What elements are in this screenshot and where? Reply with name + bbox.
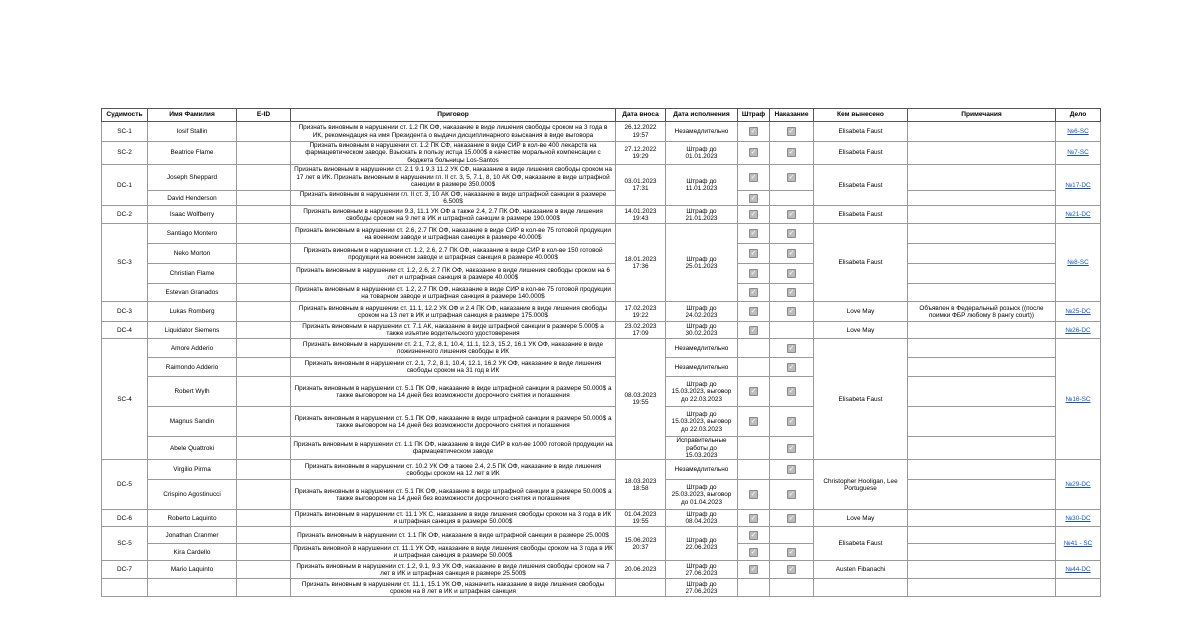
- case-cell: [1056, 302, 1101, 322]
- table-row: [102, 264, 1101, 284]
- punishment-checkbox[interactable]: ✓: [788, 362, 795, 371]
- case-link[interactable]: №25-DC: [1065, 308, 1091, 316]
- entry-date: 18.03.2023 18:58: [616, 460, 666, 510]
- table-row: [102, 358, 1101, 377]
- issued-by: Elisabeta Faust: [814, 224, 908, 302]
- fine-checkbox[interactable]: ✓: [750, 565, 757, 574]
- punishment-cell: [770, 224, 814, 244]
- issued-by: Austen Fibanachi: [814, 561, 908, 579]
- notes-cell: [908, 510, 1056, 527]
- record-id: DC-5: [102, 460, 148, 510]
- fine-cell: [738, 244, 770, 264]
- person-name: Joseph Sheppard: [148, 164, 237, 190]
- record-id: DC-3: [102, 302, 148, 322]
- punishment-cell: [770, 142, 814, 165]
- verdict-text: Признать виновным в нарушении ст. 10.2 УК ОФ а также 2.4, 2.5 ПК ОФ, наказание в виде лишения свободы сроком на 12 лет в ИК: [291, 460, 616, 480]
- entry-date: 01.04.2023 19:55: [616, 510, 666, 527]
- verdict-text: Признать виновным в нарушении ст. 1.2 ПК СФ, наказание в виде СИР в кол-ве 400 лекарств на фармацевтическом заводе. Взыскать в пользу истца 15.000$ в качестве моральной компенсации с бюджета больницы Los-Santos: [291, 142, 616, 165]
- record-id: DC-4: [102, 322, 148, 339]
- entry-date: 17.02.2023 19:22: [616, 302, 666, 322]
- col-header-name: Имя Фамилия: [148, 109, 237, 122]
- entry-date: 03.01.2023 17:31: [616, 164, 666, 206]
- eid-cell: [237, 284, 291, 302]
- table-row: [102, 544, 1101, 561]
- case-link[interactable]: №17-DC: [1065, 181, 1091, 189]
- fine-cell: [738, 122, 770, 142]
- fine-checkbox[interactable]: ✓: [750, 325, 757, 334]
- execution-date: Штраф до 08.04.2023: [666, 510, 738, 527]
- entry-date: 20.06.2023: [616, 561, 666, 579]
- punishment-cell: [770, 322, 814, 339]
- fine-cell: [738, 527, 770, 544]
- issued-by: Elisabeta Faust: [814, 142, 908, 165]
- punishment-checkbox[interactable]: ✓: [788, 565, 795, 574]
- fine-cell: [738, 561, 770, 579]
- verdict-text: Признать виновным в нарушении ст. 1.1 ПК ОФ, наказание в виде штрафной санкции в размере 25.000$: [291, 527, 616, 544]
- execution-date: Штраф до 22.06.2023: [666, 527, 738, 561]
- col-header-execution: Дата исполнения: [666, 109, 738, 122]
- eid-cell: [237, 164, 291, 190]
- fine-checkbox[interactable]: ✓: [750, 193, 757, 202]
- verdict-text: Признать виновным в нарушении ст. 5.1 ПК ОФ, наказание в виде штрафной санкции в размере 50.000$ а также выговором на 14 дней без возможности досрочного снятия и погашения: [291, 407, 616, 437]
- eid-cell: [237, 544, 291, 561]
- verdict-text: Признать виновным в нарушении ст. 2.1, 7.2, 8.1, 10.4, 12.1, 16.2 УК ОФ, наказание в виде лишения свободы сроком на 31 год в ИК: [291, 358, 616, 377]
- fine-checkbox[interactable]: ✓: [750, 269, 757, 278]
- fine-cell: [738, 190, 770, 206]
- execution-date: Незамедлительно: [666, 122, 738, 142]
- verdict-text: Признать виновным в нарушении ст. 5.1 ПК ОФ, наказание в виде штрафной санкции в размере 50.000$ а также выговором на 14 дней без возможности досрочного снятия и погашения: [291, 377, 616, 407]
- fine-cell: [738, 407, 770, 437]
- execution-date: Штраф до 30.02.2023: [666, 322, 738, 339]
- fine-cell: [738, 460, 770, 480]
- punishment-cell: [770, 206, 814, 224]
- verdict-text: Признать виновным в нарушении гл. II ст. 3, 10 АК ОФ, наказание в виде штрафной санкции в размере 6.500$: [291, 190, 616, 206]
- person-name: Isaac Wolfberry: [148, 206, 237, 224]
- case-cell: [1056, 164, 1101, 206]
- person-name: Roberto Laquinto: [148, 510, 237, 527]
- case-cell: [1056, 224, 1101, 302]
- punishment-checkbox[interactable]: ✓: [788, 343, 795, 352]
- notes-cell: [908, 224, 1056, 244]
- table-row: [102, 164, 1101, 190]
- issued-by: Elisabeta Faust: [814, 527, 908, 561]
- verdict-text: Признать виновным в нарушении ст. 7.1 АК, наказание в виде штрафной санкции в размере 5.000$ а также изъятие водительского удостоверения: [291, 322, 616, 339]
- verdict-text: Признать виновным в нарушении ст. 11.1, 12.2 УК ОФ и 2.4 ПК ОФ, наказание в виде лишения свободы сроком на 13 лет в ИК и штрафная санкция в размере 175.000$: [291, 302, 616, 322]
- fine-cell: [738, 302, 770, 322]
- issued-by: Elisabeta Faust: [814, 122, 908, 142]
- fine-cell: [738, 224, 770, 244]
- person-name: Virgilio Pirma: [148, 460, 237, 480]
- execution-date: Штраф до 24.02.2023: [666, 302, 738, 322]
- punishment-checkbox[interactable]: ✓: [788, 288, 795, 297]
- table-row: [102, 302, 1101, 322]
- notes-cell: [908, 122, 1056, 142]
- col-header-record: Судимость: [102, 109, 148, 122]
- execution-date: Штраф до 21.01.2023: [666, 206, 738, 224]
- verdict-text: Признать виновным в нарушении ст. 1.1 ПК ОФ, наказание в виде СИР в кол-ве 1000 готовой продукции на фармацевтическом заводе: [291, 437, 616, 460]
- eid-cell: [237, 142, 291, 165]
- entry-date: 27.12.2022 19:29: [616, 142, 666, 165]
- eid-cell: [237, 480, 291, 510]
- punishment-checkbox[interactable]: ✓: [788, 443, 795, 452]
- punishment-checkbox[interactable]: ✓: [788, 417, 795, 426]
- fine-checkbox[interactable]: ✓: [750, 229, 757, 238]
- table-row: [102, 244, 1101, 264]
- fine-checkbox[interactable]: ✓: [750, 288, 757, 297]
- notes-cell: [908, 460, 1056, 480]
- punishment-cell: [770, 407, 814, 437]
- notes-cell: [908, 264, 1056, 284]
- fine-cell: [738, 264, 770, 284]
- fine-cell: [738, 579, 770, 597]
- fine-cell: [738, 339, 770, 358]
- fine-cell: [738, 322, 770, 339]
- person-name: Crispino Agostinucci: [148, 480, 237, 510]
- table-row: [102, 561, 1101, 579]
- case-cell: [1056, 561, 1101, 579]
- notes-cell: [908, 190, 1056, 206]
- person-name: Raimondo Adderio: [148, 358, 237, 377]
- fine-cell: [738, 284, 770, 302]
- fine-checkbox[interactable]: ✓: [750, 417, 757, 426]
- fine-cell: [738, 437, 770, 460]
- table-row: [102, 322, 1101, 339]
- eid-cell: [237, 561, 291, 579]
- execution-date: Штраф до 15.03.2023, выговор до 22.03.2023: [666, 377, 738, 407]
- eid-cell: [237, 407, 291, 437]
- punishment-checkbox[interactable]: ✓: [788, 490, 795, 499]
- punishment-checkbox[interactable]: ✓: [788, 387, 795, 396]
- fine-cell: [738, 510, 770, 527]
- table-row: [102, 377, 1101, 407]
- fine-checkbox[interactable]: ✓: [750, 530, 757, 539]
- punishment-checkbox[interactable]: ✓: [788, 127, 795, 135]
- verdict-text: Признать виновной в нарушении ст. 11.1 УК ОФ, наказание в виде лишения свободы сроком на 3 года в ИК и штрафная санкция в размере 50.000$: [291, 544, 616, 561]
- record-id: DC-1: [102, 164, 148, 206]
- verdict-text: Признать виновным в нарушении ст. 1.2, 2.6, 2.7 ПК ОФ, наказание в виде лишения свободы сроком на 6 лет и штрафная санкция в размере 40.000$: [291, 264, 616, 284]
- verdict-text: Признать виновным в нарушении ст. 1.2, 2.7 ПК ОФ, наказание в виде СИР в кол-ве 75 готовой продукции на товарном заводе и штрафная санкция в размере 140.000$: [291, 284, 616, 302]
- fine-checkbox[interactable]: ✓: [750, 547, 757, 556]
- entry-date: [616, 579, 666, 597]
- col-header-punishment: Наказание: [770, 109, 814, 122]
- eid-cell: [237, 527, 291, 544]
- table-row: [102, 480, 1101, 510]
- case-cell: [1056, 206, 1101, 224]
- table-row: [102, 510, 1101, 527]
- case-link[interactable]: №6-SC: [1067, 127, 1089, 135]
- case-link[interactable]: №29-DC: [1065, 481, 1091, 489]
- execution-date: Штраф до 11.01.2023: [666, 164, 738, 206]
- verdicts-table: [101, 108, 1101, 597]
- fine-cell: [738, 164, 770, 190]
- table-row: [102, 339, 1101, 358]
- notes-cell: [908, 544, 1056, 561]
- person-name: Neko Morton: [148, 244, 237, 264]
- case-cell: [1056, 460, 1101, 510]
- fine-checkbox[interactable]: ✓: [750, 127, 757, 135]
- execution-date: Штраф до 27.06.2023: [666, 561, 738, 579]
- case-link[interactable]: №7-SC: [1067, 149, 1089, 157]
- punishment-checkbox[interactable]: ✓: [788, 547, 795, 556]
- notes-cell: [908, 142, 1056, 165]
- notes-cell: [908, 437, 1056, 460]
- record-id: DC-2: [102, 206, 148, 224]
- eid-cell: [237, 190, 291, 206]
- notes-cell: [908, 527, 1056, 544]
- punishment-checkbox[interactable]: ✓: [788, 513, 795, 522]
- person-name: [148, 579, 237, 597]
- person-name: Santiago Montero: [148, 224, 237, 244]
- punishment-cell: [770, 302, 814, 322]
- col-header-notes: Примечания: [908, 109, 1056, 122]
- eid-cell: [237, 322, 291, 339]
- punishment-checkbox[interactable]: ✓: [788, 148, 795, 157]
- punishment-cell: [770, 561, 814, 579]
- col-header-fine: Штраф: [738, 109, 770, 122]
- execution-date: Штраф до 27.06.2023: [666, 579, 738, 597]
- case-cell: [1056, 527, 1101, 561]
- execution-date: Незамедлительно: [666, 460, 738, 480]
- fine-checkbox[interactable]: ✓: [750, 210, 757, 219]
- eid-cell: [237, 122, 291, 142]
- punishment-checkbox[interactable]: ✓: [788, 172, 795, 181]
- verdict-text: Признать виновным в нарушении ст. 11.1 УК С, наказание в виде лишения свободы сроком на 3 года в ИК и штрафная санкция в размере 50.000$: [291, 510, 616, 527]
- eid-cell: [237, 244, 291, 264]
- notes-cell: [908, 322, 1056, 339]
- entry-date: 15.06.2023 20:37: [616, 527, 666, 561]
- punishment-cell: [770, 527, 814, 544]
- record-id: SC-2: [102, 142, 148, 165]
- fine-checkbox[interactable]: ✓: [750, 513, 757, 522]
- person-name: David Henderson: [148, 190, 237, 206]
- fine-cell: [738, 358, 770, 377]
- execution-date: Штраф до 25.01.2023: [666, 224, 738, 302]
- table-row: [102, 407, 1101, 437]
- punishment-checkbox[interactable]: ✓: [788, 465, 795, 474]
- person-name: Kira Cardello: [148, 544, 237, 561]
- verdict-text: Признать виновным в нарушении ст. 1.2, 9.1, 9.3 УК ОФ, наказание в виде лишения свободы сроком на 7 лет в ИК и штрафная санкция в размере 25.500$: [291, 561, 616, 579]
- fine-checkbox[interactable]: ✓: [750, 307, 757, 316]
- punishment-cell: [770, 480, 814, 510]
- notes-cell: [908, 284, 1056, 302]
- person-name: Lukas Romberg: [148, 302, 237, 322]
- eid-cell: [237, 206, 291, 224]
- case-link[interactable]: №26-DC: [1065, 326, 1091, 334]
- punishment-cell: [770, 544, 814, 561]
- punishment-cell: [770, 122, 814, 142]
- notes-cell: [908, 339, 1056, 358]
- col-header-judge: Кем вынесено: [814, 109, 908, 122]
- fine-checkbox[interactable]: ✓: [750, 148, 757, 157]
- punishment-cell: [770, 510, 814, 527]
- execution-date: Исправительные работы до 15.03.2023: [666, 437, 738, 460]
- person-name: Beatrice Flame: [148, 142, 237, 165]
- punishment-cell: [770, 377, 814, 407]
- punishment-cell: [770, 460, 814, 480]
- table-row: [102, 460, 1101, 480]
- eid-cell: [237, 579, 291, 597]
- table-row: [102, 437, 1101, 460]
- case-link[interactable]: №8-SC: [1067, 259, 1089, 267]
- case-cell: [1056, 322, 1101, 339]
- verdict-text: Признать виновным в нарушении ст. 2.1 9.1 9.3 11.2 УК СФ, наказание в виде лишения свободы сроком на 17 лет в ИК. Признать виновным в нарушении гл. II ст. 3, 5, 7.1, 8, 10 АК ОФ, наказание в виде штрафной санкции в размере 350.000$: [291, 164, 616, 190]
- person-name: Magnus Sandin: [148, 407, 237, 437]
- eid-cell: [237, 264, 291, 284]
- case-cell: [1056, 122, 1101, 142]
- punishment-cell: [770, 358, 814, 377]
- issued-by: Elisabeta Faust: [814, 164, 908, 206]
- person-name: Christian Flame: [148, 264, 237, 284]
- case-cell: [1056, 142, 1101, 165]
- notes-cell: [908, 480, 1056, 510]
- eid-cell: [237, 339, 291, 358]
- entry-date: 08.03.2023 19:55: [616, 339, 666, 460]
- eid-cell: [237, 510, 291, 527]
- case-link[interactable]: №41 - SC: [1063, 540, 1093, 548]
- col-header-date: Дата вноса: [616, 109, 666, 122]
- col-header-eid: E-ID: [237, 109, 291, 122]
- person-name: Mario Laquinto: [148, 561, 237, 579]
- eid-cell: [237, 358, 291, 377]
- execution-date: Штраф до 01.01.2023: [666, 142, 738, 165]
- record-id: SC-3: [102, 224, 148, 302]
- record-id: [102, 579, 148, 597]
- punishment-cell: [770, 264, 814, 284]
- notes-cell: [908, 407, 1056, 437]
- notes-cell: [908, 579, 1056, 597]
- table-row: [102, 190, 1101, 206]
- issued-by: Elisabeta Faust: [814, 339, 908, 460]
- eid-cell: [237, 377, 291, 407]
- execution-date: Незамедлительно: [666, 339, 738, 358]
- col-header-verdict: Приговор: [291, 109, 616, 122]
- issued-by: Love May: [814, 510, 908, 527]
- entry-date: 23.02.2023 17:09: [616, 322, 666, 339]
- fine-cell: [738, 377, 770, 407]
- person-name: Amore Adderio: [148, 339, 237, 358]
- header-row: [102, 109, 1101, 122]
- verdict-text: Признать виновным в нарушении 9.3, 11.1 УК ОФ а также 2.4, 2.7 ПК ОФ, наказание в виде лишения свободы сроком на 9 лет в ИК и штрафной санкции в размере 190.000$: [291, 206, 616, 224]
- person-name: Estevan Granados: [148, 284, 237, 302]
- record-id: SC-4: [102, 339, 148, 460]
- entry-date: 26.12.2022 19:57: [616, 122, 666, 142]
- verdict-text: Признать виновным в нарушении ст. 11.1, 15.1 УК ОФ, назначить наказание в виде лишения свободы сроком на 8 лет в ИК и штрафная санкция: [291, 579, 616, 597]
- case-link[interactable]: №44-DC: [1065, 566, 1091, 574]
- punishment-cell: [770, 437, 814, 460]
- issued-by: Elisabeta Faust: [814, 206, 908, 224]
- issued-by: [814, 579, 908, 597]
- table-row: [102, 122, 1101, 142]
- record-id: DC-6: [102, 510, 148, 527]
- execution-date: Штраф до 25.03.2023, выговор до 01.04.2023: [666, 480, 738, 510]
- punishment-cell: [770, 579, 814, 597]
- notes-cell: [908, 206, 1056, 224]
- verdict-text: Признать виновным в нарушении ст. 2.6, 2.7 ПК ОФ, наказание в виде СИР в кол-ве 75 готовой продукции на военном заводе и штрафная санкция в размере 40.000$: [291, 224, 616, 244]
- fine-cell: [738, 544, 770, 561]
- punishment-checkbox[interactable]: ✓: [788, 210, 795, 219]
- fine-cell: [738, 206, 770, 224]
- case-link[interactable]: №16-SC: [1065, 395, 1091, 403]
- case-link[interactable]: №21-DC: [1065, 211, 1091, 219]
- fine-checkbox[interactable]: ✓: [750, 387, 757, 396]
- notes-cell: [908, 377, 1056, 407]
- person-name: Jonathan Cranmer: [148, 527, 237, 544]
- case-cell: [1056, 510, 1101, 527]
- eid-cell: [237, 302, 291, 322]
- entry-date: 18.01.2023 17:36: [616, 224, 666, 302]
- issued-by: Christopher Hooligan, Lee Portuguese: [814, 460, 908, 510]
- punishment-checkbox[interactable]: ✓: [788, 229, 795, 238]
- entry-date: 14.01.2023 19:43: [616, 206, 666, 224]
- punishment-checkbox[interactable]: ✓: [788, 269, 795, 278]
- record-id: DC-7: [102, 561, 148, 579]
- notes-cell: [908, 358, 1056, 377]
- case-link[interactable]: №30-DC: [1065, 514, 1091, 522]
- verdict-text: Признать виновным в нарушении ст. 2.1, 7.2, 8.1, 10.4, 11.1, 12.3, 15.2, 16.1 УК ОФ, наказание в виде пожизненного лишения свободы в ИК: [291, 339, 616, 358]
- table-row: [102, 579, 1101, 597]
- case-cell: [1056, 579, 1101, 597]
- fine-checkbox[interactable]: ✓: [750, 490, 757, 499]
- notes-cell: [908, 164, 1056, 190]
- table-row: [102, 142, 1101, 165]
- person-name: Liquidator Siemens: [148, 322, 237, 339]
- punishment-cell: [770, 284, 814, 302]
- table-row: [102, 284, 1101, 302]
- table-row: [102, 224, 1101, 244]
- person-name: Abele Quattroki: [148, 437, 237, 460]
- notes-cell: [908, 561, 1056, 579]
- fine-checkbox[interactable]: ✓: [750, 172, 757, 181]
- col-header-case: Дело: [1056, 109, 1101, 122]
- verdict-text: Признать виновным в нарушении ст. 5.1 ПК ОФ, наказание в виде штрафной санкции в размере 50.000$ а также выговором на 14 дней без возможности досрочного снятия и погашения: [291, 480, 616, 510]
- verdict-text: Признать виновным в нарушении ст. 1.2 ПК ОФ, наказание в виде лишения свободы сроком на 3 года в ИК, рекомендация на имя Президента о выдачи дисциплинарного взыскания в виде выговора: [291, 122, 616, 142]
- punishment-cell: [770, 190, 814, 206]
- notes-cell: Объявлен в Федеральный розыск ((после поимки ФБР любому 8 рангу court)): [908, 302, 1056, 322]
- punishment-cell: [770, 339, 814, 358]
- table-row: [102, 206, 1101, 224]
- record-id: SC-1: [102, 122, 148, 142]
- table-row: [102, 527, 1101, 544]
- person-name: Iosif Stallin: [148, 122, 237, 142]
- case-cell: [1056, 339, 1101, 460]
- eid-cell: [237, 437, 291, 460]
- fine-cell: [738, 480, 770, 510]
- fine-checkbox[interactable]: ✓: [750, 249, 757, 258]
- punishment-cell: [770, 244, 814, 264]
- punishment-cell: [770, 164, 814, 190]
- record-id: SC-5: [102, 527, 148, 561]
- punishment-checkbox[interactable]: ✓: [788, 307, 795, 316]
- execution-date: Штраф до 15.03.2023, выговор до 22.03.2023: [666, 407, 738, 437]
- verdict-text: Признать виновным в нарушении ст. 1.2, 2.6, 2.7 ПК ОФ, наказание в виде СИР в кол-ве 150 готовой продукции на военном заводе и штрафная санкция в размере 40.000$: [291, 244, 616, 264]
- punishment-checkbox[interactable]: ✓: [788, 249, 795, 258]
- eid-cell: [237, 224, 291, 244]
- eid-cell: [237, 460, 291, 480]
- notes-cell: [908, 244, 1056, 264]
- person-name: Robert Wylh: [148, 377, 237, 407]
- issued-by: Love May: [814, 322, 908, 339]
- execution-date: Незамедлительно: [666, 358, 738, 377]
- fine-cell: [738, 142, 770, 165]
- issued-by: Love May: [814, 302, 908, 322]
